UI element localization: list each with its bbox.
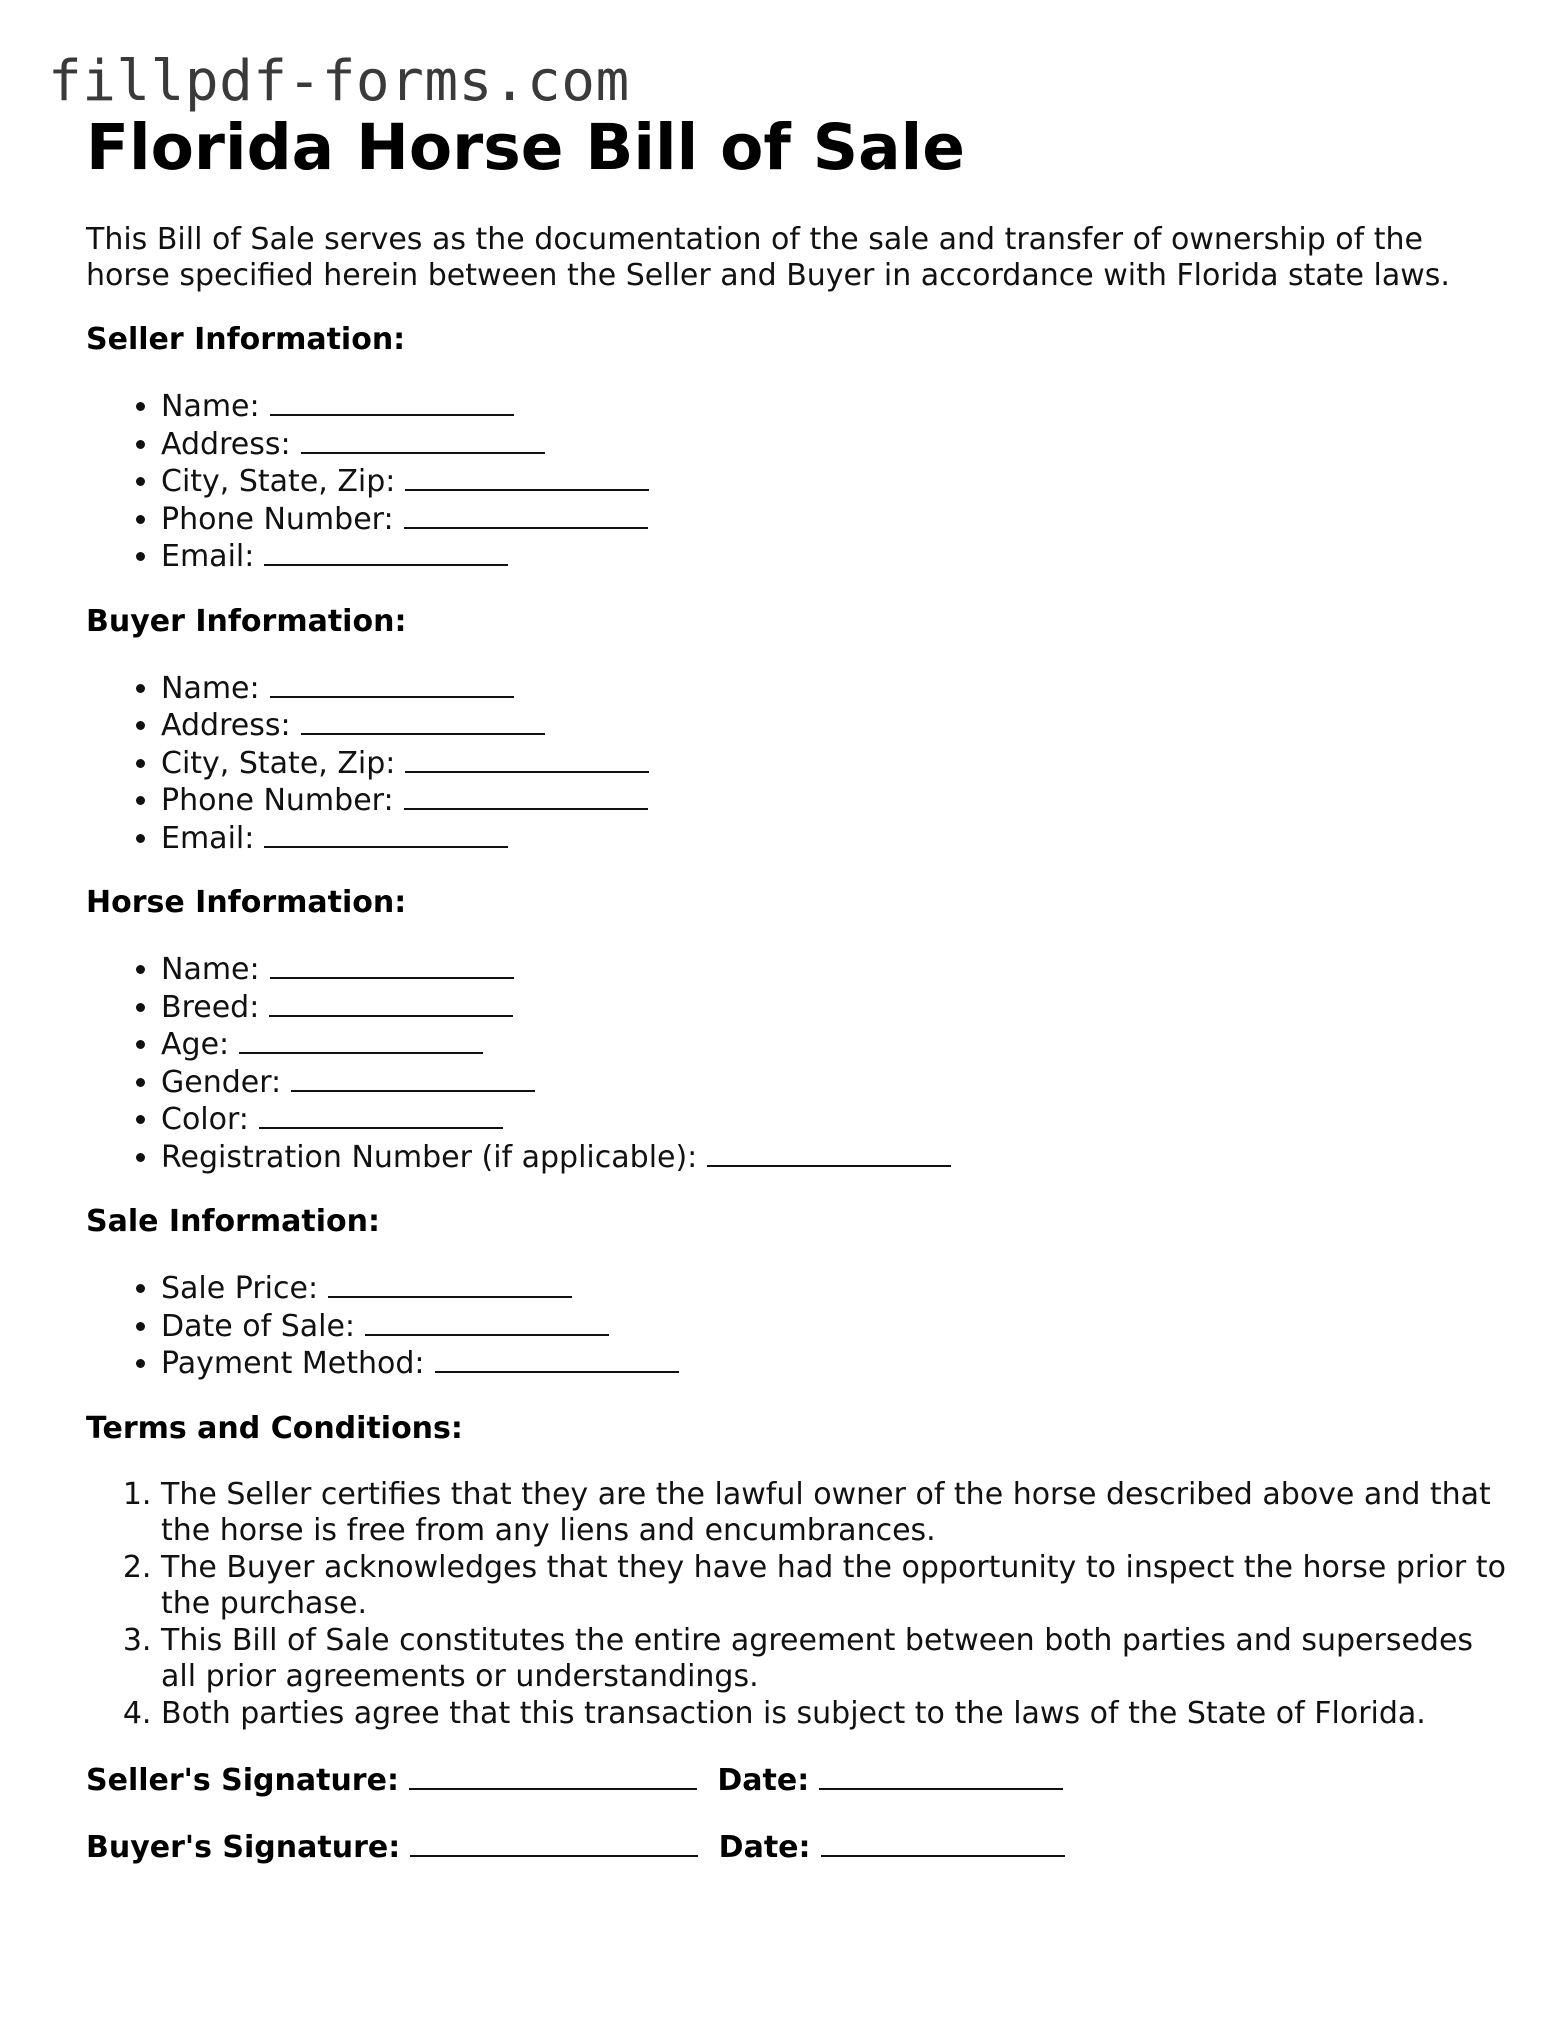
field-label: City, State, Zip: — [161, 464, 396, 499]
buyer-email-blank[interactable] — [264, 820, 508, 848]
buyer-name-item — [161, 670, 1506, 708]
sale-date-item — [161, 1308, 1506, 1346]
horse-heading: Horse Information: — [86, 885, 407, 920]
seller-email-blank[interactable] — [264, 538, 508, 566]
buyer-signature-blank[interactable] — [410, 1829, 698, 1857]
field-label: Email: — [161, 539, 255, 574]
horse-fields — [86, 951, 1506, 1176]
field-label: Name: — [161, 389, 260, 424]
horse-gender-item — [161, 1064, 1506, 1102]
buyer-fields — [86, 670, 1506, 858]
field-label: Address: — [161, 426, 291, 462]
buyer-date-blank[interactable] — [821, 1829, 1065, 1857]
term-item: 3. This Bill of Sale constitutes the entire agreement between both parties and supersedes all prior agreements or understandings. — [161, 1623, 1506, 1696]
term-item: 2. The Buyer acknowledges that they have had the opportunity to inspect the horse prior to the purchase. — [161, 1550, 1506, 1623]
term-item: 4. Both parties agree that this transaction is subject to the laws of the State of Florida. — [161, 1696, 1506, 1733]
seller-address-item — [161, 426, 1506, 464]
field-label: Phone Number: — [161, 501, 394, 537]
buyer-address-item — [161, 707, 1506, 745]
seller-city-item — [161, 463, 1506, 501]
field-label: Email: — [161, 820, 255, 856]
buyer-city-item — [161, 745, 1506, 783]
buyer-phone-blank[interactable] — [404, 782, 648, 810]
horse-name-item — [161, 951, 1506, 989]
horse-gender-blank[interactable] — [291, 1064, 535, 1092]
field-label: Name: — [161, 670, 260, 706]
field-label: Date of Sale: — [161, 1308, 356, 1344]
horse-registration-item — [161, 1139, 1506, 1177]
field-label: Registration Number (if applicable): — [161, 1139, 698, 1175]
payment-method-item — [161, 1345, 1506, 1383]
field-label: Name: — [161, 952, 260, 987]
field-label: Phone Number: — [161, 783, 394, 818]
buyer-address-blank[interactable] — [301, 707, 545, 735]
seller-signature-blank[interactable] — [409, 1762, 697, 1790]
field-label: Age: — [161, 1027, 230, 1062]
terms-list — [86, 1477, 1506, 1733]
horse-breed-item — [161, 989, 1506, 1027]
field-label: Gender: — [161, 1064, 282, 1100]
sale-date-blank[interactable] — [365, 1308, 609, 1336]
watermark: fillpdf-forms.com — [48, 49, 630, 114]
field-label: Payment Method: — [161, 1346, 425, 1381]
buyer-heading: Buyer Information: — [86, 603, 407, 639]
horse-color-item — [161, 1101, 1506, 1139]
sale-price-item — [161, 1270, 1506, 1308]
document-body — [86, 108, 1506, 1866]
buyer-date-label: Date: — [718, 1830, 811, 1865]
sale-heading: Sale Information: — [86, 1204, 380, 1239]
field-label: Address: — [161, 708, 291, 743]
seller-heading: Seller Information: — [86, 322, 406, 357]
buyer-signature-label: Buyer's Signature: — [86, 1830, 401, 1865]
buyer-email-item — [161, 820, 1506, 858]
seller-city-blank[interactable] — [405, 463, 649, 491]
seller-date-blank[interactable] — [819, 1762, 1063, 1790]
horse-registration-blank[interactable] — [707, 1139, 951, 1167]
seller-fields — [86, 388, 1506, 576]
seller-name-blank[interactable] — [270, 388, 514, 416]
buyer-city-blank[interactable] — [405, 745, 649, 773]
sale-fields — [86, 1270, 1506, 1383]
seller-phone-item — [161, 501, 1506, 539]
horse-color-blank[interactable] — [259, 1101, 503, 1129]
payment-method-blank[interactable] — [435, 1345, 679, 1373]
seller-signature-row — [86, 1762, 1506, 1799]
seller-name-item — [161, 388, 1506, 426]
field-label: Color: — [161, 1102, 249, 1137]
field-label: Breed: — [161, 989, 260, 1025]
seller-email-item — [161, 538, 1506, 576]
horse-age-blank[interactable] — [239, 1026, 483, 1054]
seller-phone-blank[interactable] — [404, 501, 648, 529]
seller-signature-label: Seller's Signature: — [86, 1763, 399, 1798]
buyer-phone-item — [161, 782, 1506, 820]
terms-heading: Terms and Conditions: — [86, 1410, 463, 1446]
horse-breed-blank[interactable] — [269, 989, 513, 1017]
sale-price-blank[interactable] — [328, 1270, 572, 1298]
buyer-name-blank[interactable] — [270, 670, 514, 698]
field-label: City, State, Zip: — [161, 745, 396, 781]
horse-name-blank[interactable] — [270, 951, 514, 979]
page-title: Florida Horse Bill of Sale — [86, 111, 965, 184]
horse-age-item — [161, 1026, 1506, 1064]
seller-date-label: Date: — [717, 1763, 810, 1798]
field-label: Sale Price: — [161, 1271, 319, 1306]
buyer-signature-row — [86, 1829, 1506, 1866]
seller-address-blank[interactable] — [301, 426, 545, 454]
intro-paragraph: This Bill of Sale serves as the documentation of the sale and transfer of ownership of the horse specified herein between the Seller and Buyer in accordance with Florida state laws. — [86, 222, 1450, 293]
term-item: 1. The Seller certifies that they are the lawful owner of the horse described above and that the horse is free from any liens and encumbrances. — [161, 1477, 1506, 1550]
